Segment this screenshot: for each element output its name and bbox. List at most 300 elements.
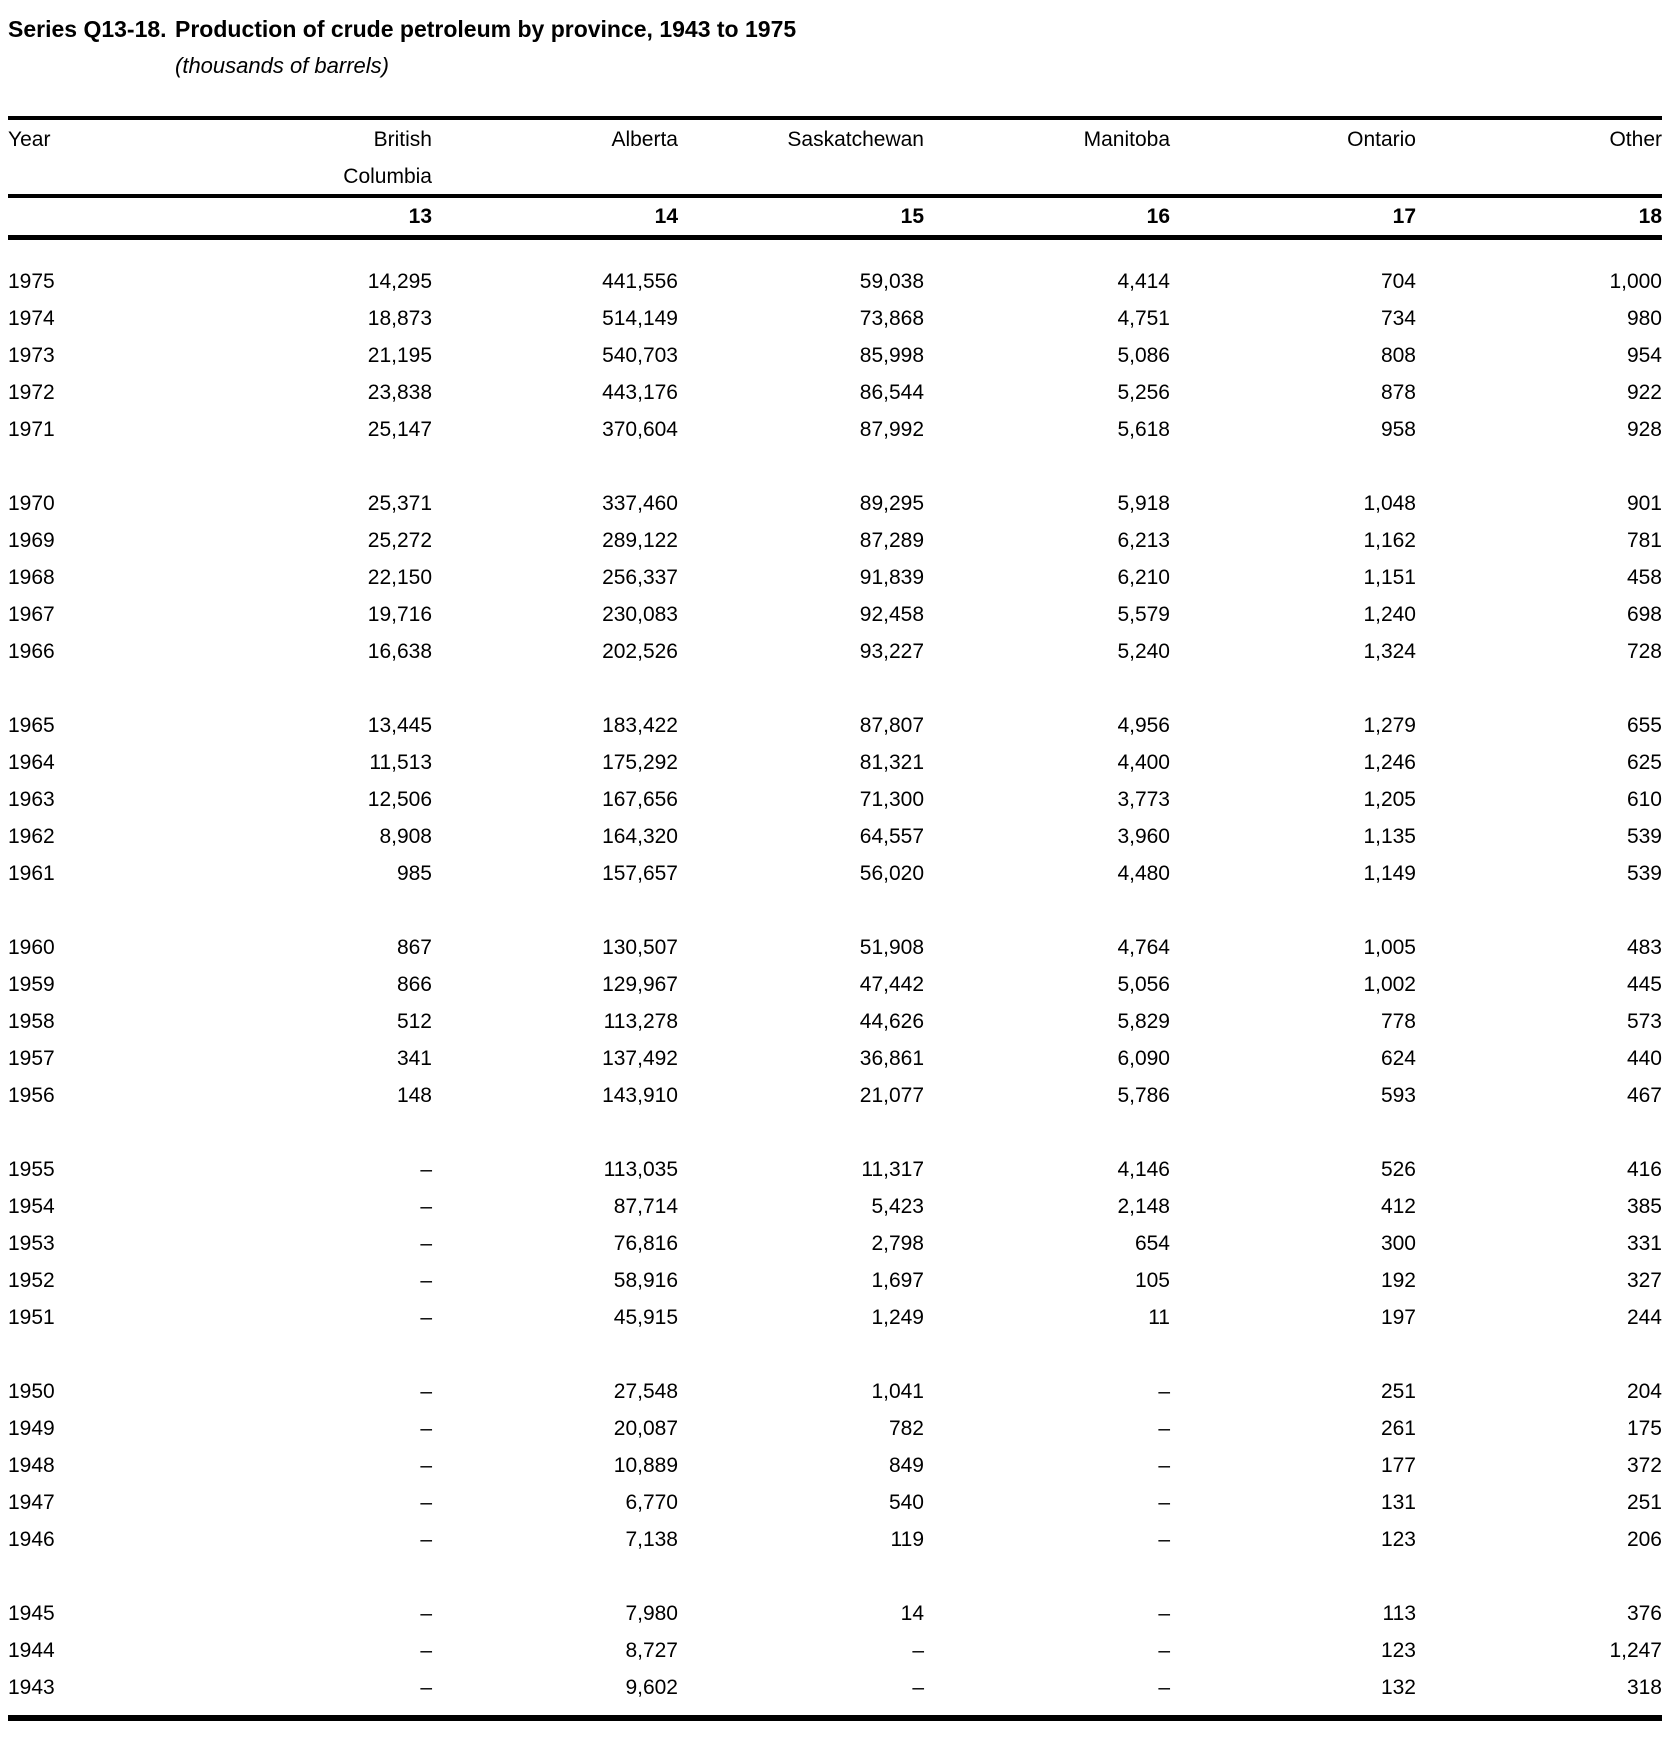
value-cell: 51,908 (859, 936, 924, 959)
value-cell: 654 (1134, 1232, 1170, 1255)
year-cell: 1947 (8, 1491, 55, 1514)
value-cell: 113,278 (603, 1010, 678, 1033)
value-cell: 1,048 (1363, 492, 1416, 515)
year-cell: 1946 (8, 1528, 55, 1551)
value-cell: 985 (396, 862, 432, 885)
value-cell: 45,915 (613, 1306, 678, 1329)
value-cell: 12,506 (367, 788, 432, 811)
table-row (8, 374, 1662, 411)
value-cell: 14 (900, 1602, 924, 1625)
series-number-14: 14 (654, 205, 678, 228)
year-cell: 1968 (8, 566, 55, 589)
value-cell: 6,213 (1117, 529, 1170, 552)
series-label: Series Q13-18. (8, 16, 167, 42)
value-cell: 1,151 (1363, 566, 1416, 589)
column-number-rule (8, 235, 1662, 240)
value-cell: 148 (396, 1084, 432, 1107)
column-header-british-columbia-line2: Columbia (343, 165, 432, 188)
value-cell: – (1158, 1417, 1170, 1440)
value-cell: – (912, 1639, 924, 1662)
value-cell: 781 (1626, 529, 1662, 552)
table-row (8, 411, 1662, 448)
value-cell: 610 (1626, 788, 1662, 811)
value-cell: 370,604 (602, 418, 678, 441)
value-cell: 64,557 (859, 825, 924, 848)
column-header-blank (1170, 160, 1416, 194)
value-cell: 89,295 (859, 492, 924, 515)
value-cell: 5,786 (1117, 1084, 1170, 1107)
group-spacer (8, 1558, 1662, 1595)
value-cell: 1,279 (1363, 714, 1416, 737)
value-cell: 21,195 (367, 344, 432, 367)
value-cell: 261 (1380, 1417, 1416, 1440)
column-header-year: Year (8, 128, 51, 151)
value-cell: 512 (396, 1010, 432, 1033)
table-row (8, 1447, 1662, 1484)
value-cell: 87,289 (859, 529, 924, 552)
value-cell: 416 (1626, 1158, 1662, 1181)
value-cell: 1,697 (871, 1269, 924, 1292)
value-cell: 445 (1626, 973, 1662, 996)
table-row (8, 263, 1662, 300)
value-cell: 385 (1626, 1195, 1662, 1218)
value-cell: 441,556 (602, 270, 678, 293)
value-cell: 204 (1626, 1380, 1662, 1403)
value-cell: 337,460 (602, 492, 678, 515)
year-cell: 1956 (8, 1084, 55, 1107)
table-row (8, 300, 1662, 337)
table-row (8, 744, 1662, 781)
value-cell: – (1158, 1676, 1170, 1699)
value-cell: 655 (1626, 714, 1662, 737)
value-cell: 92,458 (859, 603, 924, 626)
table-row (8, 522, 1662, 559)
value-cell: 76,816 (613, 1232, 678, 1255)
value-cell: 25,147 (367, 418, 432, 441)
table-row (8, 1077, 1662, 1114)
value-cell: 440 (1626, 1047, 1662, 1070)
table-row (8, 485, 1662, 522)
column-header-blank (1416, 160, 1662, 194)
table-row (8, 1040, 1662, 1077)
year-cell: 1953 (8, 1232, 55, 1255)
group-spacer (8, 892, 1662, 929)
value-cell: 175,292 (602, 751, 678, 774)
value-cell: 1,135 (1363, 825, 1416, 848)
value-cell: 132 (1380, 1676, 1416, 1699)
group-spacer (8, 670, 1662, 707)
group-spacer (8, 448, 1662, 485)
value-cell: 624 (1380, 1047, 1416, 1070)
value-cell: 4,146 (1117, 1158, 1170, 1181)
group-spacer (8, 1114, 1662, 1151)
value-cell: 59,038 (859, 270, 924, 293)
series-number-18: 18 (1638, 205, 1662, 228)
value-cell: – (1158, 1491, 1170, 1514)
value-cell: 728 (1626, 640, 1662, 663)
table-row (8, 1669, 1662, 1706)
year-cell: 1967 (8, 603, 55, 626)
value-cell: 5,256 (1117, 381, 1170, 404)
value-cell: 782 (888, 1417, 924, 1440)
value-cell: – (420, 1306, 432, 1329)
value-cell: 2,148 (1117, 1195, 1170, 1218)
value-cell: 256,337 (602, 566, 678, 589)
value-cell: 87,714 (613, 1195, 678, 1218)
value-cell: 130,507 (602, 936, 678, 959)
value-cell: 704 (1380, 270, 1416, 293)
value-cell: 81,321 (859, 751, 924, 774)
value-cell: 1,246 (1363, 751, 1416, 774)
value-cell: 10,889 (613, 1454, 678, 1477)
value-cell: 25,371 (367, 492, 432, 515)
year-cell: 1966 (8, 640, 55, 663)
year-cell: 1965 (8, 714, 55, 737)
value-cell: 105 (1134, 1269, 1170, 1292)
value-cell: – (420, 1639, 432, 1662)
value-cell: 87,807 (859, 714, 924, 737)
value-cell: 1,041 (871, 1380, 924, 1403)
value-cell: 1,247 (1609, 1639, 1662, 1662)
year-cell: 1958 (8, 1010, 55, 1033)
value-cell: 23,838 (367, 381, 432, 404)
value-cell: 9,602 (625, 1676, 678, 1699)
series-number-17: 17 (1392, 205, 1416, 228)
table-row (8, 1003, 1662, 1040)
value-cell: 25,272 (367, 529, 432, 552)
value-cell: 47,442 (859, 973, 924, 996)
value-cell: 113,035 (603, 1158, 678, 1181)
value-cell: 928 (1626, 418, 1662, 441)
value-cell: 866 (396, 973, 432, 996)
unit-note: (thousands of barrels) (175, 53, 389, 78)
table-row (8, 818, 1662, 855)
value-cell: 980 (1626, 307, 1662, 330)
value-cell: – (420, 1491, 432, 1514)
value-cell: 698 (1626, 603, 1662, 626)
table-row (8, 781, 1662, 818)
value-cell: 514,149 (602, 307, 678, 330)
year-cell: 1960 (8, 936, 55, 959)
value-cell: 573 (1626, 1010, 1662, 1033)
year-cell: 1951 (8, 1306, 55, 1329)
year-cell: 1944 (8, 1639, 55, 1662)
column-header-ontario: Ontario (1347, 128, 1416, 151)
value-cell: 849 (888, 1454, 924, 1477)
value-cell: 808 (1380, 344, 1416, 367)
year-cell: 1963 (8, 788, 55, 811)
value-cell: – (420, 1158, 432, 1181)
table-row (8, 1373, 1662, 1410)
value-cell: 300 (1380, 1232, 1416, 1255)
value-cell: 5,086 (1117, 344, 1170, 367)
value-cell: 540,703 (602, 344, 678, 367)
value-cell: 4,414 (1117, 270, 1170, 293)
table-row (8, 855, 1662, 892)
value-cell: 192 (1380, 1269, 1416, 1292)
value-cell: – (420, 1676, 432, 1699)
value-cell: 734 (1380, 307, 1416, 330)
year-cell: 1949 (8, 1417, 55, 1440)
series-number-15: 15 (900, 205, 924, 228)
column-header-blank (8, 160, 186, 194)
value-cell: 197 (1380, 1306, 1416, 1329)
title-row (8, 16, 1662, 43)
year-cell: 1969 (8, 529, 55, 552)
value-cell: 778 (1380, 1010, 1416, 1033)
value-cell: 137,492 (602, 1047, 678, 1070)
value-cell: 86,544 (859, 381, 924, 404)
value-cell: 4,956 (1117, 714, 1170, 737)
series-number-row (8, 198, 1662, 235)
value-cell: 540 (888, 1491, 924, 1514)
value-cell: 467 (1626, 1084, 1662, 1107)
value-cell: 164,320 (602, 825, 678, 848)
value-cell: 87,992 (859, 418, 924, 441)
value-cell: 1,002 (1363, 973, 1416, 996)
value-cell: 593 (1380, 1084, 1416, 1107)
value-cell: 22,150 (367, 566, 432, 589)
series-number-13: 13 (408, 205, 432, 228)
year-cell: 1971 (8, 418, 55, 441)
table-row (8, 559, 1662, 596)
value-cell: 11,317 (861, 1158, 924, 1181)
value-cell: 5,829 (1117, 1010, 1170, 1033)
table-row (8, 1188, 1662, 1225)
value-cell: 1,249 (871, 1306, 924, 1329)
value-cell: 6,770 (625, 1491, 678, 1514)
value-cell: 5,918 (1117, 492, 1170, 515)
value-cell: 71,300 (859, 788, 924, 811)
value-cell: 58,916 (613, 1269, 678, 1292)
value-cell: 5,240 (1117, 640, 1170, 663)
value-cell: 119 (890, 1528, 924, 1551)
value-cell: 2,798 (871, 1232, 924, 1255)
value-cell: 44,626 (859, 1010, 924, 1033)
value-cell: – (420, 1380, 432, 1403)
value-cell: 539 (1626, 825, 1662, 848)
value-cell: 539 (1626, 862, 1662, 885)
value-cell: 14,295 (367, 270, 432, 293)
column-header-blank (432, 160, 678, 194)
value-cell: 4,400 (1117, 751, 1170, 774)
year-cell: 1962 (8, 825, 55, 848)
value-cell: 202,526 (602, 640, 678, 663)
value-cell: – (1158, 1639, 1170, 1662)
series-number-blank (8, 198, 186, 235)
value-cell: 4,764 (1117, 936, 1170, 959)
value-cell: 93,227 (859, 640, 924, 663)
value-cell: – (1158, 1602, 1170, 1625)
title-block (8, 0, 1662, 116)
value-cell: 56,020 (859, 862, 924, 885)
year-cell: 1973 (8, 344, 55, 367)
table-row (8, 633, 1662, 670)
value-cell: – (912, 1676, 924, 1699)
value-cell: 412 (1380, 1195, 1416, 1218)
column-header-other: Other (1609, 128, 1662, 151)
value-cell: 4,751 (1117, 307, 1170, 330)
year-cell: 1945 (8, 1602, 55, 1625)
value-cell: 1,005 (1363, 936, 1416, 959)
value-cell: 36,861 (859, 1047, 924, 1070)
value-cell: 20,087 (613, 1417, 678, 1440)
value-cell: 3,960 (1117, 825, 1170, 848)
table-row (8, 1225, 1662, 1262)
value-cell: 6,210 (1117, 566, 1170, 589)
value-cell: 131 (1380, 1491, 1416, 1514)
value-cell: – (420, 1195, 432, 1218)
value-cell: 4,480 (1117, 862, 1170, 885)
table-row (8, 1521, 1662, 1558)
value-cell: 7,980 (625, 1602, 678, 1625)
value-cell: – (420, 1417, 432, 1440)
value-cell: 11,513 (369, 751, 432, 774)
header-row-line1 (8, 120, 1662, 160)
year-cell: 1974 (8, 307, 55, 330)
year-cell: 1961 (8, 862, 55, 885)
value-cell: 91,839 (859, 566, 924, 589)
value-cell: 7,138 (625, 1528, 678, 1551)
value-cell: 1,324 (1363, 640, 1416, 663)
table-row (8, 337, 1662, 374)
year-cell: 1950 (8, 1380, 55, 1403)
year-cell: 1972 (8, 381, 55, 404)
value-cell: 376 (1626, 1602, 1662, 1625)
year-cell: 1959 (8, 973, 55, 996)
value-cell: 27,548 (613, 1380, 678, 1403)
value-cell: 483 (1626, 936, 1662, 959)
column-header-blank (678, 160, 924, 194)
value-cell: – (420, 1602, 432, 1625)
value-cell: 5,579 (1117, 603, 1170, 626)
value-cell: 1,000 (1609, 270, 1662, 293)
value-cell: 8,727 (625, 1639, 678, 1662)
value-cell: 1,240 (1363, 603, 1416, 626)
table-row (8, 1595, 1662, 1632)
table-row (8, 1299, 1662, 1336)
value-cell: 113 (1382, 1602, 1416, 1625)
value-cell: 251 (1626, 1491, 1662, 1514)
column-header-alberta: Alberta (611, 128, 678, 151)
value-cell: 6,090 (1117, 1047, 1170, 1070)
year-cell: 1970 (8, 492, 55, 515)
value-cell: 251 (1380, 1380, 1416, 1403)
table-row (8, 1410, 1662, 1447)
value-cell: 16,638 (367, 640, 432, 663)
value-cell: 18,873 (367, 307, 432, 330)
value-cell: 157,657 (602, 862, 678, 885)
value-cell: 625 (1626, 751, 1662, 774)
table-row (8, 966, 1662, 1003)
group-spacer (8, 1336, 1662, 1373)
value-cell: 1,149 (1363, 862, 1416, 885)
value-cell: 19,716 (367, 603, 432, 626)
table-bottom-rule (8, 1715, 1662, 1721)
value-cell: 3,773 (1117, 788, 1170, 811)
value-cell: 244 (1626, 1306, 1662, 1329)
column-header-blank (924, 160, 1170, 194)
table-row (8, 596, 1662, 633)
value-cell: 878 (1380, 381, 1416, 404)
year-cell: 1964 (8, 751, 55, 774)
value-cell: 5,423 (871, 1195, 924, 1218)
page-title: Production of crude petroleum by province, 1943 to 1975 (175, 16, 797, 42)
value-cell: 954 (1626, 344, 1662, 367)
value-cell: 5,618 (1117, 418, 1170, 441)
value-cell: 341 (396, 1047, 432, 1070)
year-cell: 1952 (8, 1269, 55, 1292)
table-row (8, 707, 1662, 744)
value-cell: 13,445 (367, 714, 432, 737)
table-body (8, 263, 1662, 1706)
value-cell: 289,122 (602, 529, 678, 552)
value-cell: – (1158, 1380, 1170, 1403)
value-cell: 11 (1148, 1306, 1170, 1329)
year-cell: 1948 (8, 1454, 55, 1477)
value-cell: – (1158, 1454, 1170, 1477)
value-cell: 206 (1626, 1528, 1662, 1551)
value-cell: 318 (1626, 1676, 1662, 1699)
table-row (8, 1632, 1662, 1669)
value-cell: – (1158, 1528, 1170, 1551)
column-header-british-columbia: British (373, 128, 432, 151)
year-cell: 1955 (8, 1158, 55, 1181)
value-cell: 143,910 (602, 1084, 678, 1107)
value-cell: 901 (1626, 492, 1662, 515)
value-cell: – (420, 1232, 432, 1255)
table-row (8, 1484, 1662, 1521)
value-cell: 327 (1626, 1269, 1662, 1292)
value-cell: 958 (1380, 418, 1416, 441)
series-number-16: 16 (1146, 205, 1170, 228)
column-header-manitoba: Manitoba (1083, 128, 1170, 151)
value-cell: 230,083 (602, 603, 678, 626)
value-cell: 331 (1626, 1232, 1662, 1255)
value-cell: 372 (1626, 1454, 1662, 1477)
year-cell: 1975 (8, 270, 55, 293)
value-cell: – (420, 1269, 432, 1292)
value-cell: 183,422 (602, 714, 678, 737)
value-cell: 5,056 (1117, 973, 1170, 996)
table-row (8, 1151, 1662, 1188)
value-cell: 21,077 (859, 1084, 924, 1107)
value-cell: 8,908 (379, 825, 432, 848)
value-cell: 85,998 (859, 344, 924, 367)
value-cell: 922 (1626, 381, 1662, 404)
year-cell: 1957 (8, 1047, 55, 1070)
value-cell: 458 (1626, 566, 1662, 589)
value-cell: 443,176 (602, 381, 678, 404)
year-cell: 1954 (8, 1195, 55, 1218)
value-cell: 167,656 (602, 788, 678, 811)
value-cell: 73,868 (859, 307, 924, 330)
table-row (8, 929, 1662, 966)
value-cell: 867 (396, 936, 432, 959)
value-cell: 1,205 (1363, 788, 1416, 811)
table-row (8, 1262, 1662, 1299)
value-cell: – (420, 1528, 432, 1551)
column-header-saskatchewan: Saskatchewan (787, 128, 924, 151)
value-cell: 123 (1380, 1528, 1416, 1551)
value-cell: 177 (1380, 1454, 1416, 1477)
value-cell: 526 (1380, 1158, 1416, 1181)
value-cell: 1,162 (1363, 529, 1416, 552)
value-cell: – (420, 1454, 432, 1477)
value-cell: 129,967 (602, 973, 678, 996)
year-cell: 1943 (8, 1676, 55, 1699)
value-cell: 123 (1380, 1639, 1416, 1662)
